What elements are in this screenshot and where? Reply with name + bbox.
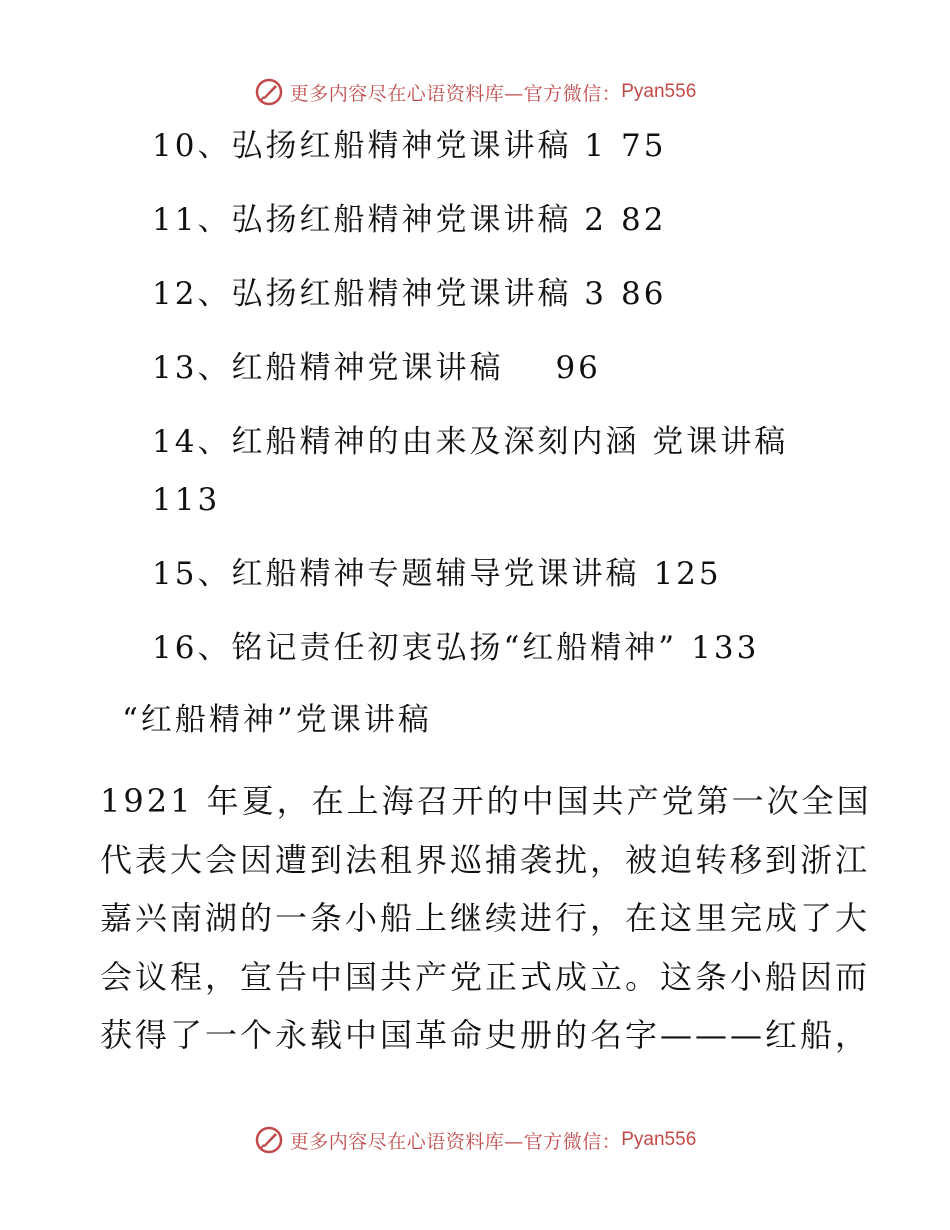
toc-number: 16、 bbox=[152, 630, 232, 666]
toc-page: 113 bbox=[152, 482, 221, 518]
body-line: 嘉兴南湖的一条小船上继续进行，在这里完成了大 bbox=[100, 899, 871, 938]
body-paragraph bbox=[100, 772, 872, 1065]
body-line: 会议程，宣告中国共产党正式成立。这条小船因而 bbox=[100, 957, 871, 996]
toc-entry bbox=[152, 202, 666, 238]
body-line: 代表大会因遭到法租界巡捕袭扰，被迫转移到浙江 bbox=[100, 840, 871, 879]
toc-title: 铭记责任初衷弘扬“红船精神” bbox=[231, 630, 678, 666]
toc-entry bbox=[152, 556, 722, 592]
toc-entry bbox=[152, 128, 666, 164]
toc-title: 弘扬红船精神党课讲稿 2 bbox=[231, 202, 608, 238]
quill-circle-icon bbox=[254, 1125, 284, 1155]
banner-wechat-id: Pyan556 bbox=[621, 1129, 697, 1150]
toc-title: 红船精神党课讲稿 bbox=[231, 350, 504, 386]
section-title: “红船精神”党课讲稿 bbox=[122, 702, 432, 738]
toc-entry-continuation bbox=[152, 482, 220, 518]
quill-circle-icon bbox=[254, 77, 284, 107]
toc-page: 133 bbox=[691, 630, 760, 666]
banner-text: 更多内容尽在心语资料库—官方微信： bbox=[289, 1130, 622, 1153]
toc-page: 75 bbox=[621, 128, 667, 164]
toc-title: 红船精神的由来及深刻内涵 党课讲稿 bbox=[231, 424, 789, 460]
toc-number: 11、 bbox=[152, 202, 232, 238]
toc-title: 弘扬红船精神党课讲稿 3 bbox=[231, 276, 608, 312]
toc-number: 10、 bbox=[152, 128, 232, 164]
toc-number: 14、 bbox=[152, 424, 232, 460]
toc-entry bbox=[152, 630, 759, 666]
footer-banner bbox=[0, 1120, 950, 1160]
body-line: 1921 年夏，在上海召开的中国共产党第一次全国 bbox=[100, 782, 872, 820]
toc-entry bbox=[152, 276, 666, 312]
toc-number: 12、 bbox=[152, 276, 232, 312]
toc-entry bbox=[152, 350, 601, 386]
toc-number: 13、 bbox=[152, 350, 232, 386]
toc-page: 82 bbox=[621, 202, 667, 238]
toc-title: 红船精神专题辅导党课讲稿 bbox=[231, 556, 640, 592]
body-line: 获得了一个永载中国革命史册的名字———红船， bbox=[100, 1016, 871, 1055]
toc-page: 86 bbox=[621, 276, 667, 312]
banner-text: 更多内容尽在心语资料库—官方微信： bbox=[289, 82, 622, 105]
toc-title: 弘扬红船精神党课讲稿 1 bbox=[231, 128, 608, 164]
banner-wechat-id: Pyan556 bbox=[621, 81, 697, 102]
header-banner bbox=[0, 72, 950, 112]
toc-page: 125 bbox=[653, 556, 722, 592]
toc-entry bbox=[152, 424, 788, 460]
toc-number: 15、 bbox=[152, 556, 232, 592]
toc-page: 96 bbox=[555, 350, 601, 386]
